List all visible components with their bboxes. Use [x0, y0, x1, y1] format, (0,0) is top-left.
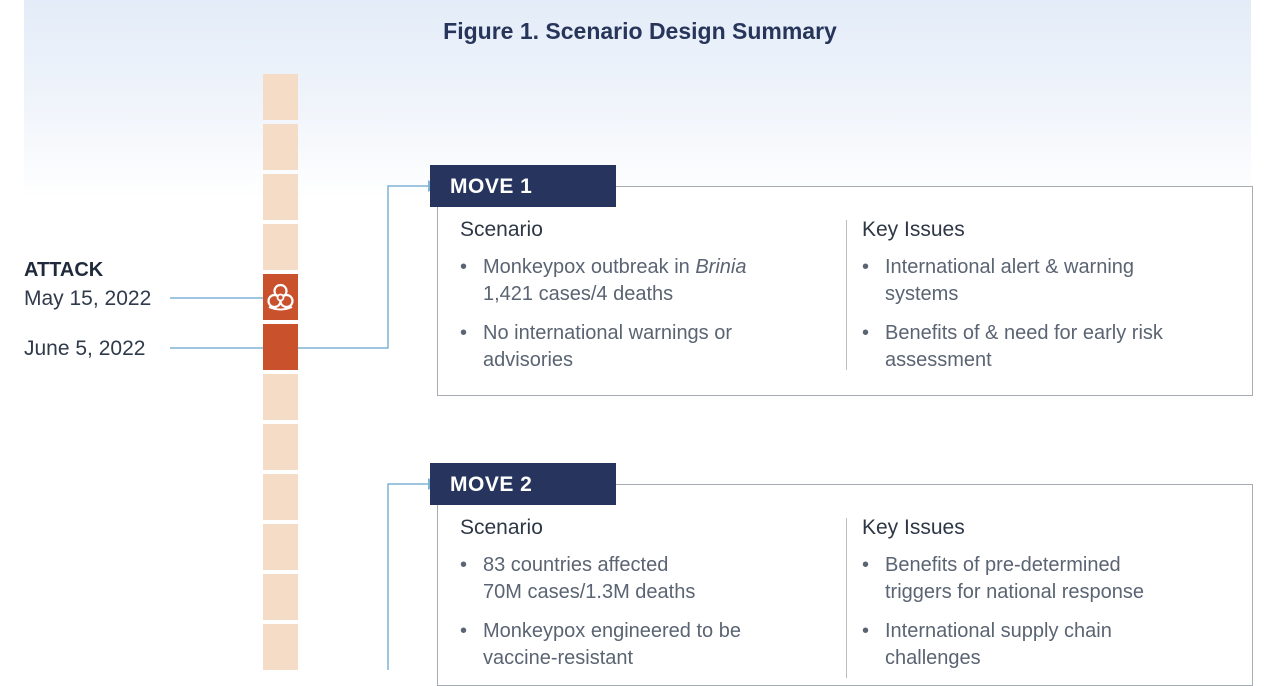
move2-issues-column: [862, 516, 1245, 684]
move1-issues-column: [862, 218, 1245, 386]
scenario-detail: advisories: [483, 349, 574, 371]
list-item: [460, 552, 843, 606]
scenario-detail: 70M cases/1.3M deaths: [483, 581, 696, 603]
scenario-detail: vaccine-resistant: [483, 647, 634, 669]
attack-date: May 15, 2022: [24, 287, 152, 310]
scenario-list: [460, 254, 843, 374]
biohazard-icon: [265, 280, 296, 314]
scenario-text: • No international warnings or: [483, 322, 733, 344]
issue-text: assessment: [885, 349, 992, 371]
timeline-segment: [263, 474, 298, 520]
issue-text: • Benefits of & need for early risk: [885, 322, 1163, 344]
country-name: Brinia: [695, 256, 747, 278]
figure-title: Figure 1. Scenario Design Summary: [443, 18, 837, 44]
move1-scenario-column: [460, 218, 843, 386]
timeline-segment: [263, 424, 298, 470]
list-item: [460, 320, 843, 374]
timeline-segment: [263, 524, 298, 570]
scenario-heading: Scenario: [460, 516, 543, 539]
timeline-segment: [263, 124, 298, 170]
timeline-segment: [263, 574, 298, 620]
column-divider: [846, 518, 847, 678]
issues-list: [862, 552, 1245, 672]
attack-label: ATTACK: [24, 259, 104, 281]
issues-heading: Key Issues: [862, 218, 965, 241]
list-item: [862, 254, 1245, 308]
move1-date: June 5, 2022: [24, 337, 146, 360]
scenario-text: • Monkeypox engineered to be: [483, 620, 741, 642]
issue-text: challenges: [885, 647, 981, 669]
move1-tag: MOVE 1: [430, 165, 616, 207]
move2-arrow-line: [388, 484, 428, 670]
issues-heading: Key Issues: [862, 516, 965, 539]
scenario-text: • 83 countries affected: [483, 554, 669, 576]
issue-text: • International alert & warning: [885, 256, 1135, 278]
issues-list: [862, 254, 1245, 374]
column-divider: [846, 220, 847, 370]
timeline-segment: [263, 224, 298, 270]
scenario-heading: Scenario: [460, 218, 543, 241]
list-item: [460, 254, 843, 308]
timeline-segment: [263, 374, 298, 420]
move2-scenario-column: [460, 516, 843, 684]
scenario-text: Monkeypox outbreak in: [483, 256, 696, 278]
scenario-list: [460, 552, 843, 672]
timeline-segment: [263, 74, 298, 120]
move1-arrow-line: [298, 186, 428, 348]
list-item: [862, 552, 1245, 606]
list-item: [460, 618, 843, 672]
issue-text: • Benefits of pre-determined: [885, 554, 1121, 576]
issue-text: • International supply chain: [885, 620, 1112, 642]
timeline-segment: [263, 174, 298, 220]
timeline-segment: [263, 624, 298, 670]
issue-text: systems: [885, 283, 959, 305]
scenario-detail: 1,421 cases/4 deaths: [483, 283, 674, 305]
issue-text: triggers for national response: [885, 581, 1145, 603]
move2-tag: MOVE 2: [430, 463, 616, 505]
list-item: [862, 618, 1245, 672]
timeline-segment-move1: [263, 324, 298, 370]
list-item: [862, 320, 1245, 374]
timeline-segment-attack: [263, 274, 298, 320]
